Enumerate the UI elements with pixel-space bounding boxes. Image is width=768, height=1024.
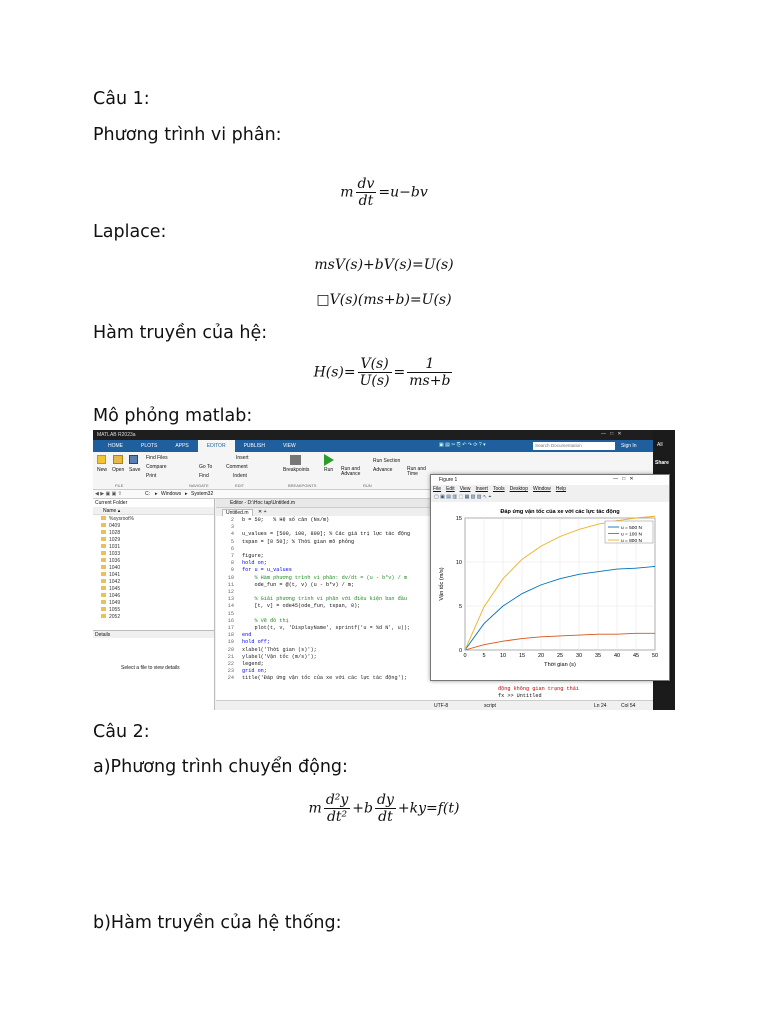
folder-item[interactable] — [93, 516, 214, 523]
eq5-numerator-1: d²y — [325, 792, 349, 808]
y-axis-label: Vận tốc (m/s) — [439, 567, 445, 601]
command-window-fragment — [498, 686, 579, 700]
figure-menu-insert[interactable]: Insert — [475, 486, 488, 492]
heading-ham-truyen-he-thong: b)Hàm truyền của hệ thống: — [93, 913, 342, 933]
line-number: 2 — [230, 517, 234, 523]
folder-icon — [101, 530, 106, 534]
code-text: title('Đáp ứng vận tốc của xe với các lực tác động'); — [242, 675, 407, 682]
eq4-fraction-1 — [358, 356, 392, 389]
eq1-m: m — [340, 184, 354, 201]
eq1-denominator: dt — [358, 193, 374, 209]
ribbon-tab-apps[interactable]: APPS — [175, 443, 189, 449]
legend-entry: u = 800 N — [621, 538, 642, 544]
status-encoding: UTF-8 — [434, 703, 449, 709]
window-controls[interactable]: — □ ✕ — [601, 431, 622, 437]
folder-item[interactable] — [93, 537, 214, 544]
code-text: plot(t, v, 'DisplayName', sprintf('u = %d N', u)); — [242, 625, 411, 632]
x-tick-label: 50 — [651, 653, 659, 659]
folder-icon — [101, 537, 106, 541]
folder-item[interactable] — [93, 530, 214, 537]
figure-window — [430, 474, 670, 681]
command-output: động không gian trạng thái — [498, 686, 579, 692]
x-tick-label: 15 — [518, 653, 526, 659]
folder-name: 1033 — [109, 551, 121, 557]
run-icon[interactable] — [324, 454, 334, 466]
line-number: 19 — [227, 639, 234, 646]
name-column-header[interactable]: Name ▴ — [93, 507, 214, 515]
folder-item[interactable] — [93, 565, 214, 572]
folder-item[interactable] — [93, 593, 214, 600]
compare-button[interactable]: Compare — [146, 464, 167, 470]
editor-tab-close[interactable]: ✕ + — [258, 509, 267, 515]
ribbon-tab-home[interactable]: HOME — [108, 443, 123, 449]
line-number: 15 — [227, 610, 234, 617]
folder-name: %sysroot% — [109, 516, 135, 522]
line-number: 11 — [227, 581, 234, 588]
equation-transfer-function — [0, 356, 768, 389]
path-system32[interactable]: System32 — [191, 491, 214, 497]
code-text: [t, v] = ode45(ode_fun, tspan, 0); — [242, 603, 361, 610]
line-number: 10 — [227, 574, 234, 581]
velocity-chart — [431, 502, 669, 680]
figure-menu-help[interactable]: Help — [555, 486, 567, 492]
run-and-time-button[interactable]: Run and Time — [407, 466, 426, 477]
x-axis-label: Thời gian (s) — [544, 662, 576, 668]
path-separator: ▸ — [185, 491, 188, 497]
equation-motion — [0, 792, 768, 825]
code-text: % Vẽ đồ thị — [242, 617, 289, 624]
heading-phuong-trinh-vi-phan: Phương trình vi phân: — [93, 125, 282, 145]
folder-icon — [101, 586, 106, 590]
select-file-hint: Select a file to view details — [121, 665, 180, 671]
figure-menu-edit[interactable]: Edit — [446, 486, 455, 492]
code-text: figure; — [242, 553, 264, 560]
folder-name: 1049 — [109, 600, 121, 606]
line-number: 17 — [227, 625, 234, 632]
name-header-label: Name — [103, 508, 117, 514]
code-text: u_values = [500, 100, 800]; % Các giá trị lực tác động — [242, 531, 411, 538]
folder-name: 1040 — [109, 565, 121, 571]
heading-ham-truyen: Hàm truyền của hệ: — [93, 323, 268, 343]
code-text: hold off; — [242, 639, 271, 646]
folder-icon — [101, 593, 106, 597]
eq4-equals: = — [393, 364, 406, 381]
folder-item[interactable] — [93, 551, 214, 558]
run-section-button[interactable]: Run Section — [373, 458, 401, 464]
save-icon[interactable] — [129, 455, 138, 464]
folder-item[interactable] — [93, 544, 214, 551]
path-windows[interactable]: Windows — [161, 491, 182, 497]
folder-name: 1036 — [109, 558, 121, 564]
details-header[interactable] — [93, 630, 214, 638]
line-number: 13 — [227, 596, 234, 603]
matlab-screenshot — [93, 430, 675, 710]
search-documentation-input[interactable]: Search Documentation — [533, 442, 615, 450]
folder-icon — [101, 565, 106, 569]
folder-name: 1042 — [109, 579, 121, 585]
indent-button[interactable]: Indent — [233, 473, 247, 479]
eq4-denominator-2: ms+b — [409, 373, 451, 389]
new-icon[interactable] — [97, 455, 106, 464]
go-to-button[interactable]: Go To — [199, 464, 213, 470]
y-tick-label: 15 — [455, 516, 462, 522]
figure-menu-tools[interactable]: Tools — [492, 486, 505, 492]
folder-name: 1046 — [109, 593, 121, 599]
ribbon-group-run: RUN — [363, 483, 372, 488]
eq4-lhs: H(s)= — [313, 364, 356, 381]
line-number: 18 — [227, 632, 234, 639]
folder-item[interactable] — [93, 600, 214, 607]
code-text: tspan = [0 50]; % Thời gian mô phỏng — [242, 538, 355, 545]
figure-menu-file[interactable]: File — [433, 486, 442, 492]
x-tick-label: 35 — [594, 653, 602, 659]
plot-canvas — [431, 502, 669, 680]
ribbon-group-navigate: NAVIGATE — [189, 483, 209, 488]
find-button[interactable]: Find — [199, 473, 209, 479]
eq4-numerator-1: V(s) — [358, 356, 392, 373]
line-number: 5 — [230, 538, 234, 545]
eq5-m: m — [308, 800, 322, 817]
folder-name: 1028 — [109, 530, 121, 536]
y-tick-label: 0 — [458, 648, 462, 654]
ribbon-tabbar — [93, 440, 653, 452]
eq5-rest: +ky=f(t) — [397, 800, 460, 817]
details-label: Details — [95, 632, 111, 638]
advance-button[interactable]: Advance — [373, 467, 393, 473]
folder-icon — [101, 614, 106, 618]
open-icon[interactable] — [113, 455, 123, 464]
x-tick-label: 20 — [537, 653, 545, 659]
run-button[interactable]: Run — [324, 467, 334, 473]
eq1-numerator: dv — [357, 176, 375, 192]
heading-cau-1: Câu 1: — [93, 89, 150, 109]
eq4-numerator-2: 1 — [407, 356, 452, 373]
code-text: ode_fun = @(t, v) (u - b*v) / m; — [242, 581, 355, 588]
legend-entry: u = 500 N — [621, 525, 642, 531]
status-bar — [216, 700, 653, 710]
code-text: xlabel('Thời gian (s)'); — [242, 646, 317, 653]
code-text: legend; — [242, 661, 264, 668]
find-files-button[interactable]: Find Files — [146, 455, 168, 461]
eq5-fraction-2 — [375, 792, 396, 825]
line-number: 6 — [230, 545, 234, 552]
folder-name: 1041 — [109, 572, 121, 578]
folder-item[interactable] — [93, 607, 214, 614]
open-button[interactable]: Open — [112, 467, 125, 473]
y-tick-label: 5 — [458, 604, 462, 610]
figure-menu-desktop[interactable]: Desktop — [509, 486, 528, 492]
folder-icon — [101, 551, 106, 555]
folder-icon — [101, 572, 106, 576]
eq1-rhs: =u−bv — [378, 184, 428, 201]
ribbon-tab-view[interactable]: VIEW — [282, 443, 296, 449]
code-text: hold on; — [242, 560, 267, 567]
sign-in-link[interactable]: Sign In — [621, 443, 637, 449]
code-text: ylabel('Vận tốc (m/s)'); — [242, 653, 317, 660]
eq5-fraction-1 — [324, 792, 350, 825]
folder-name: 1055 — [109, 607, 121, 613]
ribbon-group-edit: EDIT — [235, 483, 245, 488]
folder-item[interactable] — [93, 523, 214, 530]
equation-laplace-1: msV(s)+bV(s)=U(s) — [314, 257, 454, 273]
heading-laplace: Laplace: — [93, 222, 167, 242]
equation-laplace-2: □V(s)(ms+b)=U(s) — [316, 292, 452, 308]
x-tick-label: 0 — [463, 653, 467, 659]
heading-phuong-trinh-chuyen-dong: a)Phương trình chuyển động: — [93, 757, 348, 777]
eq1-fraction — [356, 176, 377, 209]
quick-access-toolbar[interactable]: ▣ ▤ ✂ ⎘ ↶ ↷ ⟳ ? ▾ — [439, 442, 486, 448]
folder-name: 1031 — [109, 544, 121, 550]
line-number: 21 — [227, 653, 234, 660]
line-number: 20 — [227, 646, 234, 653]
ribbon-group-breakpoints: BREAKPOINTS — [288, 483, 317, 488]
matlab-titlebar — [93, 430, 653, 440]
line-number: 16 — [227, 617, 234, 624]
folder-name: 1029 — [109, 537, 121, 543]
current-folder-panel — [93, 499, 215, 710]
ribbon-tab-publish[interactable]: PUBLISH — [243, 443, 265, 449]
comment-button[interactable]: Comment — [226, 464, 248, 470]
command-prompt[interactable]: fx >> Untitled — [498, 693, 542, 700]
figure-menu-window[interactable]: Window — [532, 486, 551, 492]
figure-toolbar[interactable]: ▢ ▣ ▤ ▥ ⬚ ▦ ▧ ▨ ↖ ⌖ — [434, 494, 492, 500]
folder-icon — [101, 558, 106, 562]
line-number: 23 — [227, 668, 234, 675]
x-tick-label: 10 — [499, 653, 507, 659]
breakpoints-button[interactable]: Breakpoints — [283, 467, 310, 473]
code-text: for u = u_values — [242, 567, 292, 574]
figure-window-controls[interactable]: — □ ✕ — [613, 476, 634, 482]
code-text: end — [242, 632, 252, 639]
editor-tab-untitled[interactable]: Untitled.m — [222, 509, 253, 517]
path-separator: ▸ — [155, 491, 158, 497]
line-number: 9 — [230, 567, 234, 574]
folder-icon — [101, 544, 106, 548]
code-text: % Giải phương trình vi phân với điều kiện ban đầu — [242, 596, 407, 603]
y-tick-label: 10 — [455, 560, 462, 566]
nav-arrows[interactable]: ◀ ▶ ▣ ▣ ⇧ — [95, 491, 122, 497]
code-text: grid on; — [242, 668, 267, 675]
folder-icon — [101, 579, 106, 583]
heading-cau-2: Câu 2: — [93, 722, 150, 742]
legend-entry: u = 100 N — [621, 532, 642, 538]
line-number: 4 — [230, 531, 234, 538]
folder-item[interactable] — [93, 586, 214, 593]
save-button[interactable]: Save — [129, 467, 141, 473]
right-edge-all: All — [657, 442, 663, 448]
figure-title: Figure 1 — [439, 477, 458, 483]
status-column: Col 54 — [621, 703, 636, 709]
line-number: 3 — [230, 524, 234, 531]
eq4-fraction-2 — [407, 356, 452, 389]
ribbon-tab-editor[interactable]: EDITOR — [198, 440, 235, 452]
current-folder-title: Current Folder — [95, 500, 128, 506]
folder-icon — [101, 523, 106, 527]
eq5-b: +b — [352, 800, 373, 817]
status-line: Ln 24 — [594, 703, 607, 709]
folder-item[interactable] — [93, 579, 214, 586]
eq5-denominator-2: dt — [378, 809, 393, 825]
eq5-denominator-1: dt² — [326, 809, 348, 825]
line-number: 7 — [230, 553, 234, 560]
chart-title: Đáp ứng vận tốc của xe với các lực tác động — [500, 509, 620, 515]
status-file-type: script — [484, 703, 496, 709]
eq5-numerator-2: dy — [377, 792, 394, 808]
equation-differential — [0, 176, 768, 209]
folder-item[interactable] — [93, 558, 214, 565]
x-tick-label: 25 — [556, 653, 564, 659]
line-number: 24 — [227, 675, 234, 682]
folder-item[interactable] — [93, 572, 214, 579]
matlab-title: MATLAB R2023a — [97, 432, 136, 438]
path-c[interactable]: C: — [145, 491, 150, 497]
ribbon-tab-plots[interactable]: PLOTS — [141, 443, 158, 449]
line-number: 8 — [230, 560, 234, 567]
line-number: 22 — [227, 661, 234, 668]
heading-mo-phong-matlab: Mô phỏng matlab: — [93, 406, 253, 426]
figure-titlebar — [431, 475, 669, 485]
x-tick-label: 5 — [482, 653, 486, 659]
code-text: % Hàm phương trình vi phân: dv/dt = (u - b*v) / m — [242, 574, 407, 581]
folder-name: 2052 — [109, 614, 121, 620]
ribbon-group-file: FILE — [115, 483, 124, 488]
x-tick-label: 40 — [613, 653, 621, 659]
breakpoints-icon[interactable] — [290, 455, 301, 465]
x-tick-label: 45 — [632, 653, 640, 659]
x-tick-label: 30 — [575, 653, 583, 659]
line-number: 12 — [227, 589, 234, 596]
insert-button[interactable]: Insert — [236, 455, 249, 461]
right-edge-share: Share — [655, 460, 669, 466]
figure-menu-view[interactable]: View — [459, 486, 471, 492]
folder-name: 0409 — [109, 523, 121, 529]
folder-name: 1045 — [109, 586, 121, 592]
folder-icon — [101, 607, 106, 611]
code-text: b = 50; % Hệ số cản (Ns/m) — [242, 517, 330, 523]
new-button[interactable]: New — [97, 467, 108, 473]
folder-icon — [101, 516, 106, 520]
editor-title: Editor - D:\Hoc tap\Untitled.m — [230, 500, 296, 506]
print-button[interactable]: Print — [146, 473, 157, 479]
line-number: 14 — [227, 603, 234, 610]
folder-item[interactable] — [93, 614, 214, 621]
run-and-advance-button[interactable]: Run and Advance — [341, 466, 361, 477]
eq4-denominator-1: U(s) — [359, 373, 390, 389]
folder-icon — [101, 600, 106, 604]
